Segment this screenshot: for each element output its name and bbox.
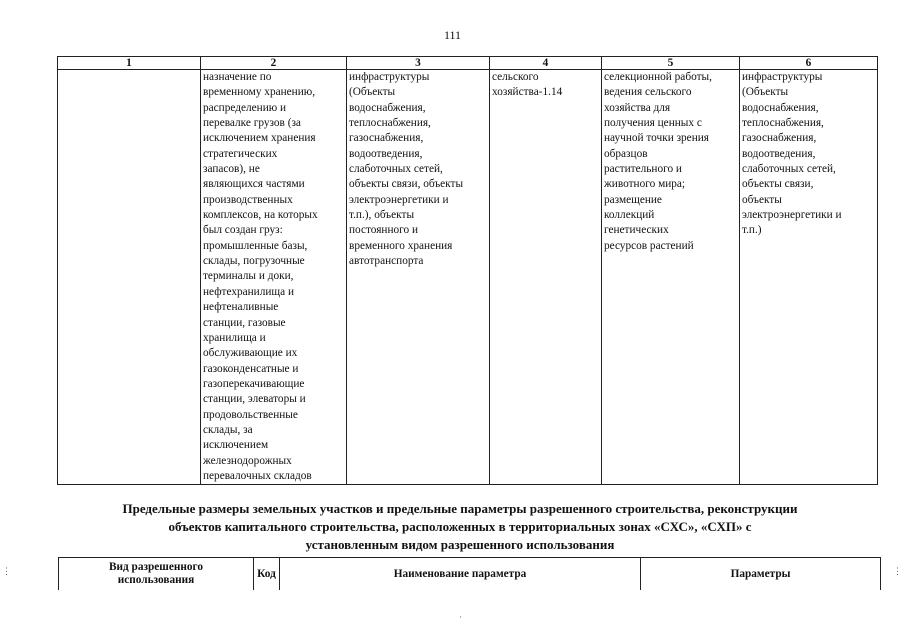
table-cell-col4: сельского хозяйства-1.14 [490, 70, 602, 485]
header-code: Код [254, 558, 280, 591]
scan-dot-mark: · [459, 612, 462, 622]
column-header-1: 1 [58, 57, 201, 70]
column-header-6: 6 [740, 57, 878, 70]
header-parameters: Параметры [641, 558, 881, 591]
scan-edge-mark-right: ⋮ [893, 566, 902, 576]
parameters-header-row [59, 558, 881, 591]
table-row [58, 70, 878, 485]
land-use-table [57, 56, 878, 485]
column-header-3: 3 [347, 57, 490, 70]
page-number: 111 [443, 28, 462, 42]
table-cell-col1 [58, 70, 201, 485]
header-use-type: Вид разрешенного использования [59, 558, 254, 591]
table-cell-col2: назначение по временному хранению, распределению и перевалке грузов (за исключением хранения стратегических запасов), не являющихся частями производственных комплексов, на которых был создан груз: промышленные базы, склады, погрузочные терминалы и доки, нефтехранилища и нефтеналивные станции, газовые хранилища и обслуживающие их газоконденсатные и газоперекачивающие станции, элеваторы и продовольственные склады, за исключением железнодорожных перевалочных складов [201, 70, 347, 485]
table-cell-col3: инфраструктуры (Объекты водоснабжения, теплоснабжения, газоснабжения, водоотведения, слаботочных сетей, объекты связи, объекты электроэнергетики и т.п.), объекты постоянного и временного хранения автотранспорта [347, 70, 490, 485]
column-header-5: 5 [602, 57, 740, 70]
header-parameter-name: Наименование параметра [280, 558, 641, 591]
column-header-4: 4 [490, 57, 602, 70]
table-cell-col6: инфраструктуры (Объекты водоснабжения, теплоснабжения, газоснабжения, водоотведения, слаботочных сетей, объекты связи, объекты электроэнергетики и т.п.) [740, 70, 878, 485]
table-header-row [58, 57, 878, 70]
section-title: Предельные размеры земельных участков и предельные параметры разрешенного строительства, реконструкции объектов капитального строительства, расположенных в территориальных зонах «СХС», «СХП» с установленным видом разрешенного использования [122, 501, 798, 552]
parameters-table [58, 557, 881, 590]
table-cell-col5: селекционной работы, ведения сельского хозяйства для получения ценных с научной точки зрения образцов растительного и животного мира; размещение коллекций генетических ресурсов растений [602, 70, 740, 485]
scan-edge-mark-left: ⋮ [2, 566, 11, 576]
column-header-2: 2 [201, 57, 347, 70]
